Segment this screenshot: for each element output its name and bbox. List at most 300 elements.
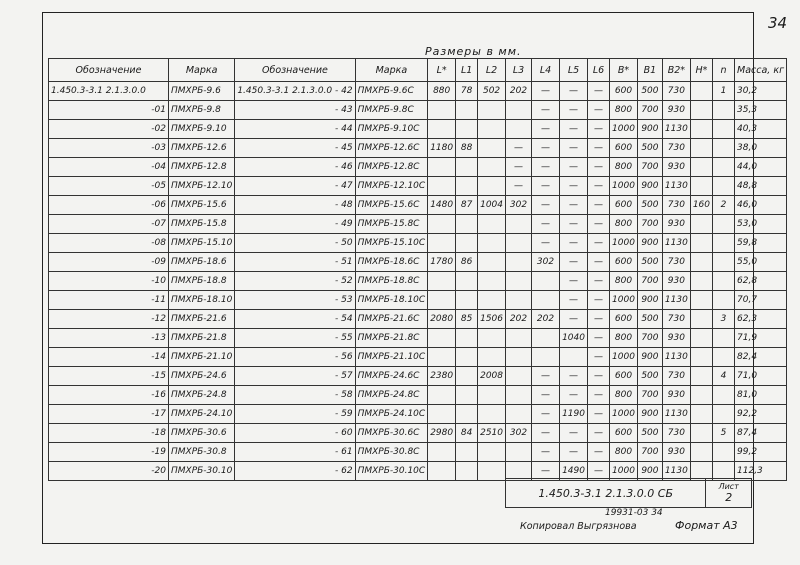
- table-cell: [428, 177, 456, 196]
- table-cell: ПМХРБ-9.6С: [355, 82, 428, 101]
- table-cell: [690, 139, 712, 158]
- table-cell: [532, 329, 560, 348]
- table-cell: ПМХРБ-21.8: [169, 329, 235, 348]
- table-cell: ПМХРБ-9.8С: [355, 101, 428, 120]
- table-cell: [478, 253, 506, 272]
- table-cell: —: [532, 82, 560, 101]
- table-cell: [456, 367, 478, 386]
- table-cell: ПМХРБ-24.8С: [355, 386, 428, 405]
- table-cell: ПМХРБ-18.8С: [355, 272, 428, 291]
- table-cell: 81,0: [735, 386, 787, 405]
- table-cell: 2380: [428, 367, 456, 386]
- table-cell: 500: [637, 196, 662, 215]
- table-cell: —: [588, 291, 610, 310]
- table-cell: 1000: [610, 405, 638, 424]
- column-header: L2: [478, 59, 506, 82]
- table-cell: [506, 253, 532, 272]
- table-cell: ПМХРБ-18.6: [169, 253, 235, 272]
- table-cell: [478, 348, 506, 367]
- table-cell: - 49: [235, 215, 355, 234]
- table-cell: [428, 215, 456, 234]
- table-cell: [506, 348, 532, 367]
- column-header: n: [713, 59, 735, 82]
- table-cell: [690, 272, 712, 291]
- table-row: [49, 310, 787, 329]
- table-cell: 880: [428, 82, 456, 101]
- table-cell: 1.450.3-3.1 2.1.3.0.0: [49, 82, 169, 101]
- table-cell: 1130: [662, 462, 690, 481]
- table-cell: 900: [637, 462, 662, 481]
- table-cell: ПМХРБ-18.6С: [355, 253, 428, 272]
- table-cell: 1180: [428, 139, 456, 158]
- table-cell: [456, 462, 478, 481]
- table-row: [49, 424, 787, 443]
- column-header: B1: [637, 59, 662, 82]
- table-cell: 99,2: [735, 443, 787, 462]
- table-cell: [713, 272, 735, 291]
- table-cell: 500: [637, 139, 662, 158]
- table-header: [49, 59, 787, 82]
- table-cell: —: [560, 177, 588, 196]
- table-cell: - 52: [235, 272, 355, 291]
- table-cell: 202: [506, 310, 532, 329]
- table-cell: ПМХРБ-12.6С: [355, 139, 428, 158]
- table-cell: [506, 443, 532, 462]
- table-cell: [713, 253, 735, 272]
- sheet-number: 2: [725, 491, 733, 504]
- table-cell: [560, 348, 588, 367]
- table-cell: [713, 443, 735, 462]
- table-row: [49, 272, 787, 291]
- table-cell: - 62: [235, 462, 355, 481]
- table-cell: ПМХРБ-21.6: [169, 310, 235, 329]
- table-cell: [478, 120, 506, 139]
- table-cell: —: [588, 272, 610, 291]
- table-cell: 500: [637, 310, 662, 329]
- table-cell: 1000: [610, 348, 638, 367]
- table-row: [49, 291, 787, 310]
- table-cell: —: [506, 158, 532, 177]
- table-cell: [428, 329, 456, 348]
- table-cell: [478, 234, 506, 253]
- table-cell: [713, 139, 735, 158]
- table-cell: [690, 120, 712, 139]
- table-cell: 730: [662, 253, 690, 272]
- table-cell: —: [588, 462, 610, 481]
- table-cell: [428, 272, 456, 291]
- table-cell: —: [506, 139, 532, 158]
- table-cell: [713, 329, 735, 348]
- table-cell: -05: [49, 177, 169, 196]
- table-cell: - 55: [235, 329, 355, 348]
- column-header: B*: [610, 59, 638, 82]
- table-cell: [478, 272, 506, 291]
- table-cell: 302: [532, 253, 560, 272]
- column-header: Марка: [169, 59, 235, 82]
- table-cell: 38,0: [735, 139, 787, 158]
- table-cell: 71,0: [735, 367, 787, 386]
- table-cell: 700: [637, 272, 662, 291]
- table-cell: 800: [610, 386, 638, 405]
- table-cell: 700: [637, 158, 662, 177]
- table-row: [49, 101, 787, 120]
- table-cell: -09: [49, 253, 169, 272]
- table-row: [49, 196, 787, 215]
- table-cell: [478, 405, 506, 424]
- table-cell: - 48: [235, 196, 355, 215]
- table-cell: 302: [506, 196, 532, 215]
- table-cell: —: [532, 234, 560, 253]
- table-cell: [713, 158, 735, 177]
- table-cell: 930: [662, 158, 690, 177]
- table-cell: -08: [49, 234, 169, 253]
- table-cell: 900: [637, 120, 662, 139]
- table-cell: -11: [49, 291, 169, 310]
- table-cell: 930: [662, 443, 690, 462]
- table-cell: [478, 291, 506, 310]
- table-cell: 112,3: [735, 462, 787, 481]
- table-cell: —: [560, 443, 588, 462]
- table-row: [49, 139, 787, 158]
- table-cell: 800: [610, 272, 638, 291]
- table-cell: —: [560, 158, 588, 177]
- table-cell: - 59: [235, 405, 355, 424]
- table-cell: ПМХРБ-12.10: [169, 177, 235, 196]
- table-cell: -16: [49, 386, 169, 405]
- table-cell: —: [588, 386, 610, 405]
- table-cell: [713, 101, 735, 120]
- table-cell: 500: [637, 367, 662, 386]
- table-cell: 2008: [478, 367, 506, 386]
- table-cell: ПМХРБ-12.8С: [355, 158, 428, 177]
- table-cell: 900: [637, 405, 662, 424]
- table-cell: 86: [456, 253, 478, 272]
- table-cell: 930: [662, 215, 690, 234]
- table-cell: [690, 424, 712, 443]
- column-header: Обозначение: [235, 59, 355, 82]
- table-cell: -13: [49, 329, 169, 348]
- copied-by: Копировал Выгрязнова: [520, 521, 637, 532]
- table-cell: 600: [610, 196, 638, 215]
- table-cell: -14: [49, 348, 169, 367]
- table-cell: 2080: [428, 310, 456, 329]
- table-cell: [456, 405, 478, 424]
- table-cell: ПМХРБ-21.10С: [355, 348, 428, 367]
- table-row: [49, 405, 787, 424]
- table-cell: —: [588, 234, 610, 253]
- table-cell: -04: [49, 158, 169, 177]
- column-header: Марка: [355, 59, 428, 82]
- table-cell: 1000: [610, 234, 638, 253]
- table-cell: ПМХРБ-15.8: [169, 215, 235, 234]
- table-cell: ПМХРБ-24.6С: [355, 367, 428, 386]
- table-cell: —: [532, 139, 560, 158]
- table-cell: —: [560, 82, 588, 101]
- table-cell: [478, 329, 506, 348]
- table-row: [49, 329, 787, 348]
- table-cell: [690, 215, 712, 234]
- table-cell: ПМХРБ-12.10С: [355, 177, 428, 196]
- table-cell: —: [532, 158, 560, 177]
- table-cell: [506, 329, 532, 348]
- table-cell: —: [560, 215, 588, 234]
- table-cell: - 57: [235, 367, 355, 386]
- table-cell: 70,7: [735, 291, 787, 310]
- table-cell: [428, 120, 456, 139]
- table-cell: 900: [637, 348, 662, 367]
- table-cell: [478, 158, 506, 177]
- table-row: [49, 367, 787, 386]
- table-cell: -01: [49, 101, 169, 120]
- table-cell: ПМХРБ-30.10: [169, 462, 235, 481]
- table-row: [49, 177, 787, 196]
- table-cell: [713, 348, 735, 367]
- table-cell: [456, 101, 478, 120]
- table-cell: —: [532, 101, 560, 120]
- table-cell: [532, 348, 560, 367]
- table-cell: [428, 405, 456, 424]
- table-cell: —: [560, 291, 588, 310]
- table-cell: [713, 120, 735, 139]
- table-cell: 55,0: [735, 253, 787, 272]
- table-cell: 1190: [560, 405, 588, 424]
- table-cell: 600: [610, 139, 638, 158]
- table-cell: [456, 177, 478, 196]
- table-cell: [690, 291, 712, 310]
- table-cell: —: [560, 386, 588, 405]
- doc-code: 1.450.3-3.1 2.1.3.0.0 СБ: [506, 479, 706, 508]
- page-number: 34: [768, 14, 788, 32]
- table-cell: 1000: [610, 291, 638, 310]
- table-cell: - 47: [235, 177, 355, 196]
- table-cell: [690, 158, 712, 177]
- table-cell: 730: [662, 196, 690, 215]
- table-cell: -12: [49, 310, 169, 329]
- table-cell: [690, 177, 712, 196]
- table-cell: ПМХРБ-24.10: [169, 405, 235, 424]
- table-cell: —: [560, 424, 588, 443]
- table-cell: 71,9: [735, 329, 787, 348]
- table-cell: 600: [610, 82, 638, 101]
- table-cell: —: [588, 329, 610, 348]
- table-cell: —: [588, 158, 610, 177]
- table-cell: ПМХРБ-21.6С: [355, 310, 428, 329]
- table-cell: -10: [49, 272, 169, 291]
- table-cell: 700: [637, 386, 662, 405]
- table-cell: ПМХРБ-24.10С: [355, 405, 428, 424]
- column-header: L1: [456, 59, 478, 82]
- table-cell: —: [560, 253, 588, 272]
- table-cell: —: [588, 405, 610, 424]
- table-cell: -20: [49, 462, 169, 481]
- table-cell: 930: [662, 329, 690, 348]
- column-header: L6: [588, 59, 610, 82]
- table-cell: [506, 234, 532, 253]
- table-cell: 82,4: [735, 348, 787, 367]
- table-cell: ПМХРБ-30.8: [169, 443, 235, 462]
- sheet-format: Формат А3: [675, 519, 738, 532]
- table-cell: ПМХРБ-18.10: [169, 291, 235, 310]
- table-row: [49, 215, 787, 234]
- table-cell: —: [532, 367, 560, 386]
- table-cell: 700: [637, 443, 662, 462]
- table-cell: 30,2: [735, 82, 787, 101]
- table-cell: —: [532, 120, 560, 139]
- table-row: [49, 234, 787, 253]
- table-cell: ПМХРБ-12.6: [169, 139, 235, 158]
- table-cell: —: [588, 139, 610, 158]
- table-cell: 84: [456, 424, 478, 443]
- table-cell: [456, 272, 478, 291]
- table-cell: ПМХРБ-21.8С: [355, 329, 428, 348]
- table-cell: 700: [637, 101, 662, 120]
- table-cell: —: [560, 272, 588, 291]
- table-cell: ПМХРБ-18.8: [169, 272, 235, 291]
- table-row: [49, 443, 787, 462]
- table-cell: —: [560, 234, 588, 253]
- table-cell: -06: [49, 196, 169, 215]
- table-cell: ПМХРБ-18.10С: [355, 291, 428, 310]
- table-cell: 1490: [560, 462, 588, 481]
- table-cell: 1506: [478, 310, 506, 329]
- table-cell: —: [532, 177, 560, 196]
- table-cell: - 56: [235, 348, 355, 367]
- table-cell: 700: [637, 215, 662, 234]
- table-cell: —: [532, 215, 560, 234]
- title-block: [505, 478, 752, 508]
- table-cell: —: [560, 367, 588, 386]
- sheet-label: Лист: [718, 482, 739, 491]
- table-cell: 2980: [428, 424, 456, 443]
- table-cell: ПМХРБ-24.6: [169, 367, 235, 386]
- table-cell: 40,3: [735, 120, 787, 139]
- table-cell: [478, 101, 506, 120]
- table-cell: [456, 158, 478, 177]
- table-cell: [506, 272, 532, 291]
- table-cell: 3: [713, 310, 735, 329]
- column-header: L4: [532, 59, 560, 82]
- table-row: [49, 386, 787, 405]
- table-cell: —: [588, 177, 610, 196]
- table-cell: [456, 291, 478, 310]
- table-cell: [690, 405, 712, 424]
- table-cell: [506, 386, 532, 405]
- table-cell: [713, 177, 735, 196]
- table-row: [49, 120, 787, 139]
- table-cell: —: [588, 82, 610, 101]
- table-cell: —: [532, 405, 560, 424]
- table-cell: ПМХРБ-21.10: [169, 348, 235, 367]
- table-cell: 500: [637, 82, 662, 101]
- table-cell: 930: [662, 101, 690, 120]
- table-cell: 730: [662, 139, 690, 158]
- table-cell: —: [560, 101, 588, 120]
- table-cell: ПМХРБ-15.10: [169, 234, 235, 253]
- table-cell: [690, 101, 712, 120]
- table-cell: -19: [49, 443, 169, 462]
- table-cell: 800: [610, 101, 638, 120]
- table-cell: —: [588, 424, 610, 443]
- table-cell: ПМХРБ-9.10С: [355, 120, 428, 139]
- table-cell: -02: [49, 120, 169, 139]
- table-cell: 48,8: [735, 177, 787, 196]
- table-cell: - 61: [235, 443, 355, 462]
- column-header: H*: [690, 59, 712, 82]
- table-cell: [690, 234, 712, 253]
- table-cell: -18: [49, 424, 169, 443]
- table-cell: 1000: [610, 462, 638, 481]
- table-cell: [456, 120, 478, 139]
- table-cell: 730: [662, 310, 690, 329]
- table-cell: 1004: [478, 196, 506, 215]
- table-row: [49, 158, 787, 177]
- table-cell: —: [588, 101, 610, 120]
- table-cell: 1040: [560, 329, 588, 348]
- column-header: L5: [560, 59, 588, 82]
- table-cell: —: [588, 348, 610, 367]
- table-cell: [690, 253, 712, 272]
- table-cell: —: [532, 386, 560, 405]
- table-cell: -03: [49, 139, 169, 158]
- table-cell: 600: [610, 253, 638, 272]
- table-cell: 1130: [662, 234, 690, 253]
- table-cell: [456, 443, 478, 462]
- table-cell: [478, 177, 506, 196]
- table-cell: [478, 139, 506, 158]
- table-cell: [690, 82, 712, 101]
- table-cell: 1780: [428, 253, 456, 272]
- table-cell: 78: [456, 82, 478, 101]
- table-cell: ПМХРБ-30.10С: [355, 462, 428, 481]
- archive-ref: 19931-03 34: [605, 508, 663, 518]
- table-cell: [506, 367, 532, 386]
- table-cell: ПМХРБ-15.6С: [355, 196, 428, 215]
- table-cell: [456, 215, 478, 234]
- table-cell: [713, 405, 735, 424]
- table-cell: [456, 386, 478, 405]
- table-row: [49, 348, 787, 367]
- table-cell: 930: [662, 272, 690, 291]
- table-cell: 1130: [662, 348, 690, 367]
- table-cell: ПМХРБ-24.8: [169, 386, 235, 405]
- table-cell: —: [588, 253, 610, 272]
- table-cell: ПМХРБ-15.10С: [355, 234, 428, 253]
- table-cell: —: [588, 443, 610, 462]
- table-cell: 202: [532, 310, 560, 329]
- column-header: Масса, кг: [735, 59, 787, 82]
- table-cell: 53,0: [735, 215, 787, 234]
- table-cell: 85: [456, 310, 478, 329]
- table-cell: [428, 234, 456, 253]
- table-cell: 88: [456, 139, 478, 158]
- table-cell: 59,8: [735, 234, 787, 253]
- table-cell: [532, 272, 560, 291]
- table-cell: 502: [478, 82, 506, 101]
- table-cell: 1000: [610, 120, 638, 139]
- table-cell: —: [588, 367, 610, 386]
- column-header: L*: [428, 59, 456, 82]
- table-cell: ПМХРБ-15.8С: [355, 215, 428, 234]
- table-cell: 1.450.3-3.1 2.1.3.0.0 - 42: [235, 82, 355, 101]
- table-cell: 730: [662, 82, 690, 101]
- table-cell: 62,3: [735, 310, 787, 329]
- table-cell: 930: [662, 386, 690, 405]
- table-cell: 1130: [662, 405, 690, 424]
- table-cell: —: [588, 310, 610, 329]
- table-cell: [506, 101, 532, 120]
- table-cell: [478, 215, 506, 234]
- table-cell: [456, 329, 478, 348]
